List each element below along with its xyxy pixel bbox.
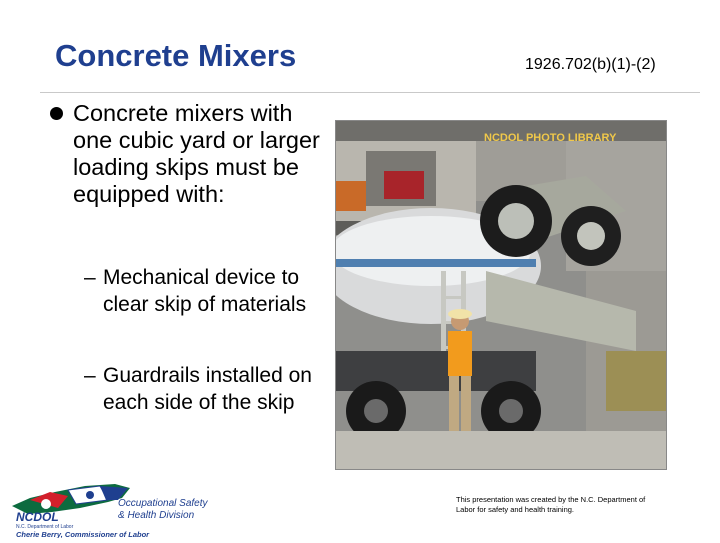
logo-commissioner-text: Cherie Berry, Commissioner of Labor [16,530,150,538]
slide-title: Concrete Mixers [55,38,297,73]
ncdol-logo [10,478,240,538]
dash-icon: – [84,266,96,289]
main-bullet [50,100,320,208]
sub-bullet-1-text: Mechanical device to clear skip of materials [103,266,307,316]
logo-division-line2: & Health Division [118,510,195,521]
photo-watermark: NCDOL PHOTO LIBRARY [484,132,617,144]
sub-bullet-2-text: Guardrails installed on each side of the skip [103,364,312,414]
logo-dept-text: N.C. Department of Labor [16,524,74,530]
logo-division-line1: Occupational Safety [118,498,208,509]
sub-bullet-2 [84,362,314,416]
title-divider [40,92,700,93]
sub-bullet-1 [84,264,314,318]
standard-reference: 1926.702(b)(1)-(2) [525,56,656,73]
bullet-dot-icon [50,107,63,120]
logo-ncdol-text: NCDOL [16,510,59,524]
footer-note: This presentation was created by the N.C. Department of Labor for safety and health training. [456,495,646,514]
concrete-mixer-photo [335,120,667,470]
dash-icon: – [84,364,96,387]
main-bullet-text: Concrete mixers with one cubic yard or larger loading skips must be equipped with: [73,100,320,207]
